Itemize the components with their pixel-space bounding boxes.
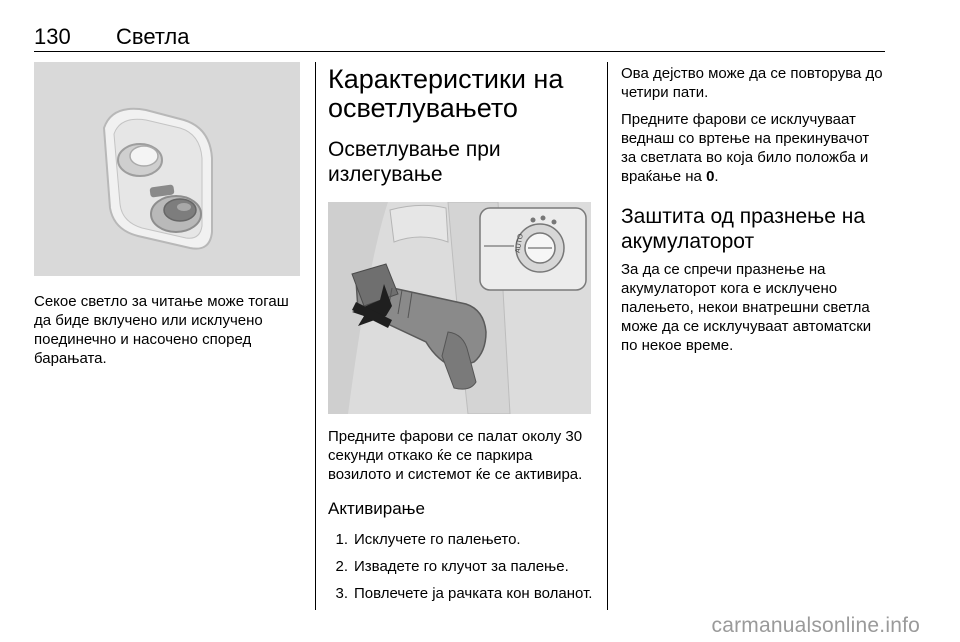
page-number: 130 [34,24,71,49]
section-heading: Карактеристики на осветлувањето [328,64,564,123]
column-right [621,62,887,355]
column-middle [328,62,593,611]
column-divider-left [315,62,316,610]
activation-heading: Активирање [328,499,425,518]
list-item: 3. Повлечете ја рачката кон воланот. [335,585,593,602]
repeat-text: Ова дејство може да се повторува до четири пати. [621,65,883,101]
exit-lighting-text: Предните фарови се палат околу 30 секунди откако ќе се паркира возилото и системот ќе се активира. [328,428,583,483]
list-item: 1. Исклучете го палењето. [335,531,521,548]
dial-auto-label: AUTO [514,233,525,254]
subsection-heading: Осветлување при излегување [328,138,501,186]
reading-light-text: Секое светло за читање може тогаш да биде вклучено или исклучено поединечно и насочено според барањата. [34,293,289,367]
page-header [34,20,885,50]
watermark: carmanualsonline.info [711,614,920,637]
reading-light-illustration [34,62,300,276]
switch-off-text: Предните фарови се исклучуваат веднаш со вртење на прекинувачот за светлата во која било положба и враќање на 0. [621,111,870,185]
battery-protection-heading: Заштита од празнење на акумулаторот [621,205,866,253]
section-title: Светла [116,24,190,49]
activation-steps [328,530,593,603]
column-left [34,62,300,368]
headlight-stalk-illustration [328,202,591,414]
header-rule [34,51,885,52]
zero-position-label: 0 [706,168,715,185]
list-item: 2. Извадете го клучот за палење. [335,558,569,575]
column-divider-right [607,62,608,610]
battery-protection-text: За да се спречи празнење на акумулаторот кога е исклучено палењето, некои внатрешни светла може да се исклучуваат автоматски по некое време. [621,261,872,354]
